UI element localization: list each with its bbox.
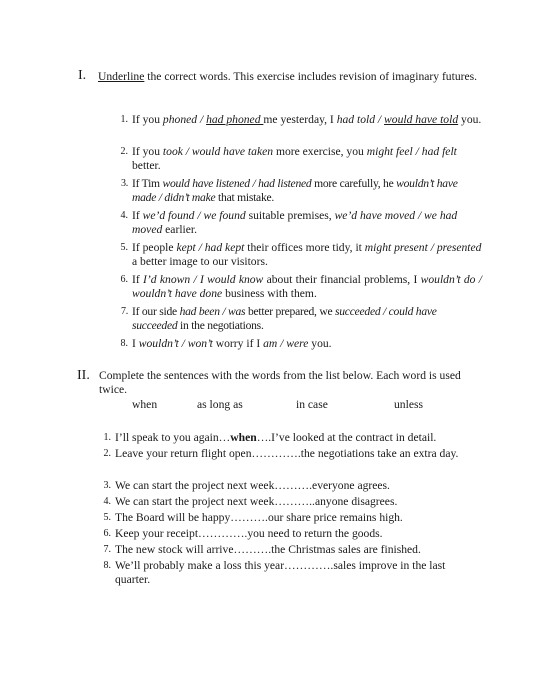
word-option: in case bbox=[296, 398, 328, 411]
instruction-rest: the correct words. This exercise includes revision of imaginary futures. bbox=[144, 70, 478, 83]
item-number: 6. bbox=[120, 274, 128, 285]
item-number: 2. bbox=[120, 146, 128, 157]
text: ….I’ve looked at the contract in detail. bbox=[256, 431, 437, 444]
text: If Tim bbox=[132, 177, 163, 190]
option: we’d have moved / we had moved bbox=[132, 209, 458, 236]
text: If people bbox=[132, 241, 177, 254]
text: If you bbox=[132, 113, 163, 126]
list-item bbox=[103, 559, 481, 591]
example-answer: when bbox=[230, 431, 257, 444]
word-option: unless bbox=[394, 398, 423, 411]
section-2-numeral: II. bbox=[77, 368, 90, 383]
word-option: as long as bbox=[197, 398, 243, 411]
option-underlined: had phoned bbox=[206, 113, 264, 126]
item-number: 6. bbox=[103, 528, 111, 539]
text: that mistake. bbox=[215, 191, 275, 204]
text: Keep your receipt………….you need to return the goods. bbox=[115, 527, 383, 540]
text: The new stock will arrive……….the Christmas sales are finished. bbox=[115, 543, 421, 556]
option-underlined: would have told bbox=[384, 113, 459, 126]
section-1-numeral: I. bbox=[78, 68, 87, 83]
item-number: 1. bbox=[103, 432, 111, 443]
list-item bbox=[103, 431, 481, 447]
text: more carefully, he bbox=[311, 177, 397, 190]
option: had been / was bbox=[179, 305, 246, 318]
text: a better image to our visitors. bbox=[132, 255, 268, 268]
item-number: 4. bbox=[103, 496, 111, 507]
text: more exercise, you bbox=[273, 145, 367, 158]
text: about their financial problems, I bbox=[263, 273, 421, 286]
option: we’d found / we found bbox=[142, 209, 246, 222]
list-item bbox=[120, 273, 482, 305]
item-number: 5. bbox=[103, 512, 111, 523]
text: suitable premises, bbox=[245, 209, 335, 222]
list-item bbox=[103, 543, 481, 559]
list-item bbox=[103, 527, 481, 543]
item-number: 7. bbox=[121, 306, 128, 317]
option: might present / presented bbox=[364, 241, 482, 254]
text: If you bbox=[132, 145, 163, 158]
section-1-list bbox=[120, 113, 482, 353]
option: I’d known / I would know bbox=[143, 273, 264, 286]
list-item bbox=[103, 447, 481, 479]
text: We can start the project next week……….everyone agrees. bbox=[115, 479, 390, 492]
option: had told / bbox=[336, 113, 385, 126]
text: worry if I bbox=[212, 337, 264, 350]
list-item bbox=[103, 511, 481, 527]
word-list bbox=[0, 398, 538, 414]
text: earlier. bbox=[162, 223, 198, 236]
item-number: 3. bbox=[103, 480, 111, 491]
list-item bbox=[121, 177, 482, 209]
item-number: 8. bbox=[120, 338, 128, 349]
item-number: 4. bbox=[120, 210, 128, 221]
option: succeeded / could have succeeded bbox=[132, 305, 437, 332]
item-number: 2. bbox=[103, 448, 111, 459]
item-number: 1. bbox=[120, 114, 128, 125]
item-number: 8. bbox=[103, 560, 111, 571]
option: am / were bbox=[263, 337, 309, 350]
text: better prepared, we bbox=[245, 305, 335, 318]
text: If bbox=[132, 273, 144, 286]
option: would have listened / had listened bbox=[162, 177, 312, 190]
list-item bbox=[103, 495, 481, 511]
list-item bbox=[121, 305, 482, 337]
text: Leave your return flight open………….the negotiations take an extra day. bbox=[115, 447, 459, 460]
option: phoned / bbox=[162, 113, 207, 126]
text: me yesterday, I bbox=[263, 113, 337, 126]
list-item bbox=[103, 479, 481, 495]
text: you. bbox=[308, 337, 332, 350]
text: The Board will be happy……….our share price remains high. bbox=[115, 511, 403, 524]
item-number: 3. bbox=[121, 178, 128, 189]
list-item bbox=[120, 337, 482, 353]
text: We can start the project next week………..anyone disagrees. bbox=[115, 495, 398, 508]
list-item bbox=[120, 113, 482, 145]
text: I bbox=[132, 337, 139, 350]
option: wouldn’t have made / didn’t make bbox=[132, 177, 458, 204]
list-item bbox=[120, 209, 482, 241]
text: you. bbox=[458, 113, 482, 126]
option: took / would have taken bbox=[162, 145, 274, 158]
section-2-instruction: Complete the sentences with the words from the list below. Each word is used twice. bbox=[99, 369, 461, 396]
section-1-instruction bbox=[98, 70, 483, 84]
option: kept / had kept bbox=[176, 241, 245, 254]
option: wouldn’t do / wouldn’t have done bbox=[132, 273, 482, 300]
text: If our side bbox=[132, 305, 180, 318]
text: We’ll probably make a loss this year………….sales improve in the last quarter. bbox=[115, 559, 446, 586]
text: in the negotiations. bbox=[177, 319, 264, 332]
option: might feel / had felt bbox=[366, 145, 457, 158]
underline-word: Underline bbox=[98, 70, 145, 83]
text: If bbox=[132, 209, 143, 222]
option: wouldn’t / won’t bbox=[138, 337, 213, 350]
item-number: 5. bbox=[120, 242, 128, 253]
text: I’ll speak to you again… bbox=[115, 431, 231, 444]
item-number: 7. bbox=[103, 544, 111, 555]
text: their offices more tidy, it bbox=[244, 241, 365, 254]
text: better. bbox=[132, 159, 161, 172]
text: business with them. bbox=[222, 287, 317, 300]
word-option: when bbox=[132, 398, 158, 411]
list-item bbox=[120, 145, 482, 177]
section-2-list bbox=[103, 431, 481, 591]
list-item bbox=[120, 241, 482, 273]
